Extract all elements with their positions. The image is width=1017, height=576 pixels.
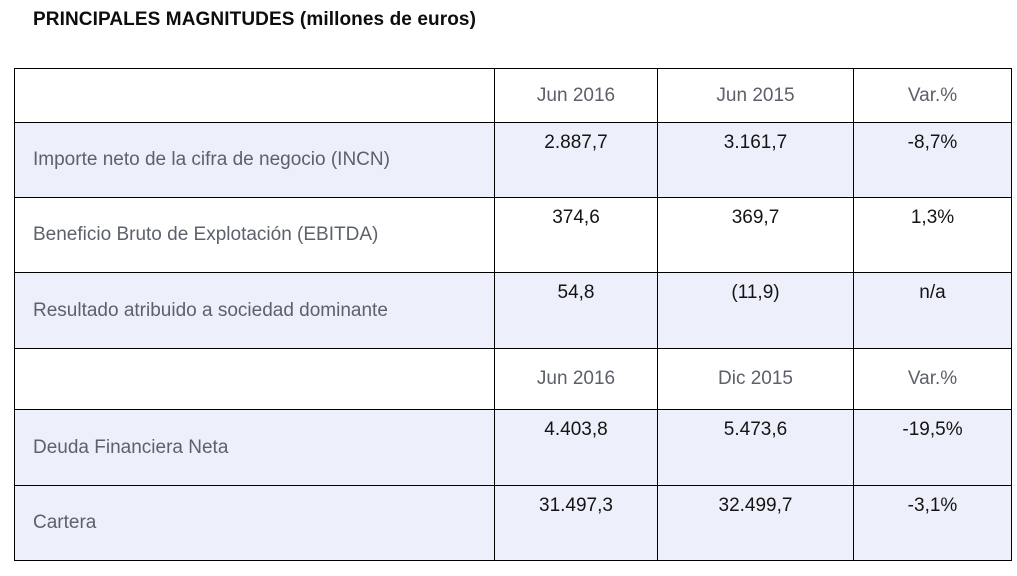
row-label-deuda: Deuda Financiera Neta xyxy=(15,410,495,486)
table-row-deuda xyxy=(15,410,1012,486)
column-header2-var-pct: Var.% xyxy=(854,349,1012,410)
value-ebitda-var: 1,3% xyxy=(854,198,1012,273)
value-incn-var: -8,7% xyxy=(854,123,1012,198)
header-row-1 xyxy=(15,69,1012,123)
column-header-jun-2016: Jun 2016 xyxy=(495,69,658,123)
value-resultado-jun2015: (11,9) xyxy=(658,273,854,349)
value-cartera-jun2016: 31.497,3 xyxy=(495,486,658,561)
value-deuda-var: -19,5% xyxy=(854,410,1012,486)
table-row-resultado xyxy=(15,273,1012,349)
header-corner-empty xyxy=(15,69,495,123)
column-header2-dic-2015: Dic 2015 xyxy=(658,349,854,410)
header-row-2 xyxy=(15,349,1012,410)
value-deuda-jun2016: 4.403,8 xyxy=(495,410,658,486)
value-resultado-var: n/a xyxy=(854,273,1012,349)
page-title: PRINCIPALES MAGNITUDES (millones de euros) xyxy=(33,9,477,30)
row-label-incn: Importe neto de la cifra de negocio (INCN) xyxy=(15,123,495,198)
value-incn-jun2015: 3.161,7 xyxy=(658,123,854,198)
value-incn-jun2016: 2.887,7 xyxy=(495,123,658,198)
value-ebitda-jun2015: 369,7 xyxy=(658,198,854,273)
column-header2-jun-2016: Jun 2016 xyxy=(495,349,658,410)
value-resultado-jun2016: 54,8 xyxy=(495,273,658,349)
column-header-var-pct: Var.% xyxy=(854,69,1012,123)
row-label-cartera: Cartera xyxy=(15,486,495,561)
value-cartera-var: -3,1% xyxy=(854,486,1012,561)
row-label-ebitda: Beneficio Bruto de Explotación (EBITDA) xyxy=(15,198,495,273)
table-row-cartera xyxy=(15,486,1012,561)
value-deuda-dic2015: 5.473,6 xyxy=(658,410,854,486)
row-label-resultado: Resultado atribuido a sociedad dominante xyxy=(15,273,495,349)
header2-label-empty xyxy=(15,349,495,410)
financial-magnitudes-table xyxy=(14,68,1012,561)
column-header-jun-2015: Jun 2015 xyxy=(658,69,854,123)
table-row-ebitda xyxy=(15,198,1012,273)
table-row-incn xyxy=(15,123,1012,198)
value-cartera-dic2015: 32.499,7 xyxy=(658,486,854,561)
value-ebitda-jun2016: 374,6 xyxy=(495,198,658,273)
